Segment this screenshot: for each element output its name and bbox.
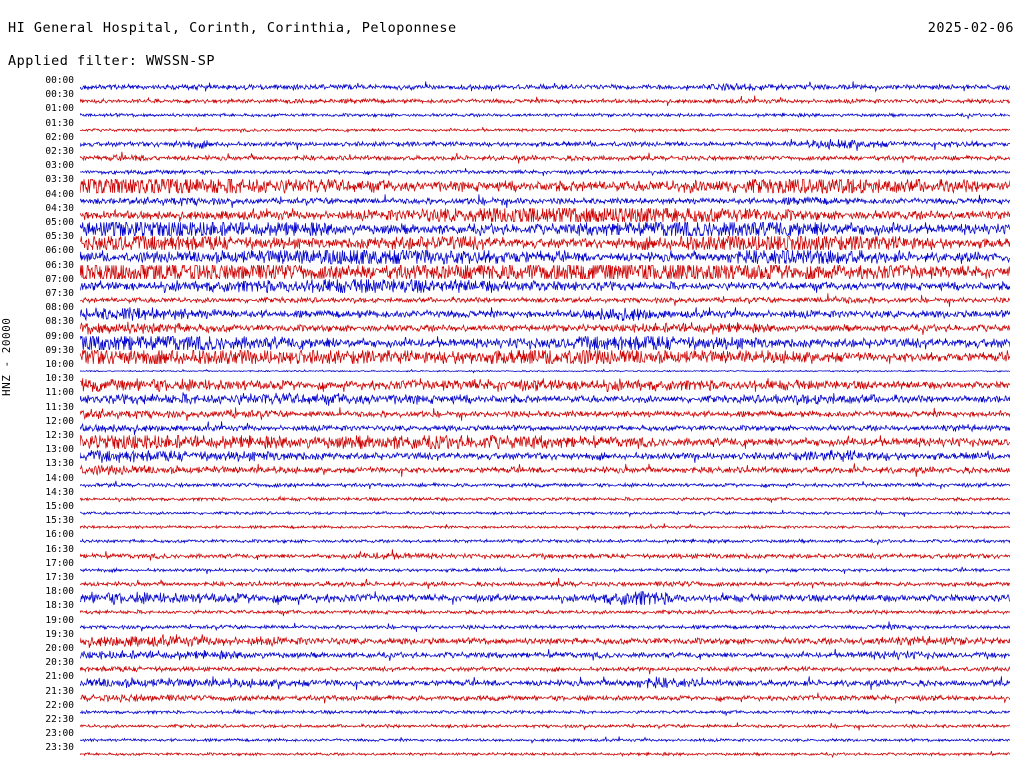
helicorder-row — [0, 288, 1024, 307]
time-tick-label: 02:30 — [45, 146, 74, 157]
trace-line — [80, 137, 1010, 151]
helicorder-row — [0, 486, 1024, 506]
time-tick-label: 02:00 — [45, 131, 74, 143]
time-tick-label: 20:00 — [45, 643, 74, 654]
trace-line — [80, 364, 1010, 378]
time-tick-label: 16:30 — [45, 543, 74, 555]
trace-line — [80, 605, 1010, 619]
helicorder-row — [0, 671, 1024, 690]
time-tick-label: 12:00 — [45, 415, 74, 427]
trace-line — [80, 236, 1010, 250]
helicorder-row — [0, 699, 1024, 719]
time-tick-label: 04:30 — [45, 202, 74, 214]
time-tick-label: 16:00 — [45, 529, 74, 541]
helicorder-row — [0, 543, 1024, 563]
time-tick-label: 22:00 — [45, 699, 74, 711]
helicorder-row — [0, 231, 1024, 250]
helicorder-row — [0, 273, 1024, 293]
helicorder-row — [0, 373, 1024, 392]
helicorder-row — [0, 742, 1024, 761]
helicorder-plot — [0, 75, 1024, 770]
helicorder-row — [0, 444, 1024, 463]
y-axis-label: HNZ - 20000 — [0, 317, 13, 396]
time-tick-label: 08:00 — [45, 302, 74, 314]
time-tick-label: 06:30 — [45, 259, 74, 271]
time-tick-label: 23:30 — [45, 742, 74, 754]
time-tick-label: 17:30 — [45, 572, 74, 583]
time-tick-label: 19:00 — [45, 614, 74, 626]
trace-line — [80, 577, 1010, 591]
helicorder-row — [0, 387, 1024, 406]
helicorder-row — [0, 75, 1024, 94]
helicorder-row — [0, 515, 1024, 534]
trace-line — [80, 165, 1010, 179]
time-tick-label: 21:30 — [45, 685, 74, 697]
time-tick-label: 00:30 — [45, 89, 74, 101]
time-tick-label: 17:00 — [45, 557, 74, 569]
time-tick-label: 03:30 — [45, 174, 74, 186]
trace-line — [80, 449, 1010, 463]
trace-line — [80, 620, 1010, 634]
trace-line — [80, 336, 1010, 350]
helicorder-row — [0, 89, 1024, 108]
trace-line — [80, 350, 1010, 364]
time-tick-label: 05:00 — [45, 217, 74, 228]
trace-line — [80, 648, 1010, 662]
trace-line — [80, 265, 1010, 279]
time-tick-label: 11:00 — [45, 387, 74, 399]
helicorder-row — [0, 643, 1024, 662]
trace-line — [80, 463, 1010, 477]
time-tick-label: 14:00 — [45, 472, 74, 484]
time-tick-label: 22:30 — [45, 714, 74, 725]
trace-line — [80, 421, 1010, 435]
helicorder-row — [0, 302, 1024, 321]
trace-line — [80, 250, 1010, 264]
helicorder-row — [0, 330, 1024, 350]
trace-line — [80, 733, 1010, 747]
helicorder-row — [0, 217, 1024, 236]
helicorder-row — [0, 103, 1024, 122]
trace-line — [80, 378, 1010, 392]
time-tick-label: 18:30 — [45, 600, 74, 612]
time-tick-label: 03:00 — [45, 160, 74, 172]
helicorder-row — [0, 245, 1024, 264]
trace-line — [80, 80, 1010, 94]
time-tick-label: 12:30 — [45, 430, 74, 441]
helicorder-row — [0, 259, 1024, 279]
trace-line — [80, 293, 1010, 307]
trace-line — [80, 549, 1010, 563]
helicorder-row — [0, 117, 1024, 137]
trace-line — [80, 407, 1010, 421]
time-tick-label: 15:00 — [45, 501, 74, 512]
helicorder-row — [0, 529, 1024, 548]
trace-line — [80, 634, 1010, 648]
time-tick-label: 01:30 — [45, 117, 74, 129]
helicorder-row — [0, 657, 1024, 676]
time-tick-label: 10:00 — [45, 359, 74, 370]
trace-line — [80, 719, 1010, 733]
time-tick-label: 20:30 — [45, 657, 74, 669]
trace-line — [80, 506, 1010, 520]
trace-line — [80, 151, 1010, 165]
trace-line — [80, 662, 1010, 676]
time-tick-label: 05:30 — [45, 231, 74, 243]
time-tick-label: 04:00 — [45, 188, 74, 200]
time-tick-label: 13:30 — [45, 458, 74, 470]
trace-line — [80, 194, 1010, 208]
time-tick-label: 15:30 — [45, 515, 74, 527]
helicorder-row — [0, 131, 1024, 151]
filter-label: Applied filter: WWSSN-SP — [8, 53, 216, 69]
time-tick-label: 01:00 — [45, 103, 74, 115]
helicorder-row — [0, 458, 1024, 477]
trace-line — [80, 591, 1010, 605]
helicorder-row — [0, 572, 1024, 591]
helicorder-row — [0, 714, 1024, 733]
trace-line — [80, 747, 1010, 761]
trace-line — [80, 520, 1010, 534]
trace-line — [80, 222, 1010, 236]
trace-line — [80, 691, 1010, 705]
time-tick-label: 10:30 — [45, 373, 74, 385]
helicorder-row — [0, 614, 1024, 634]
trace-line — [80, 108, 1010, 122]
time-tick-label: 18:00 — [45, 586, 74, 598]
time-tick-label: 23:00 — [45, 728, 74, 740]
time-tick-label: 09:00 — [45, 330, 74, 342]
page-title: HI General Hospital, Corinth, Corinthia, Peloponnese — [8, 20, 457, 36]
time-tick-label: 07:30 — [45, 288, 74, 299]
trace-line — [80, 534, 1010, 548]
helicorder-row — [0, 600, 1024, 619]
helicorder-row — [0, 146, 1024, 165]
helicorder-row — [0, 316, 1024, 335]
trace-line — [80, 208, 1010, 222]
helicorder-row — [0, 401, 1024, 421]
trace-line — [80, 492, 1010, 506]
date-label: 2025-02-06 — [927, 20, 1014, 36]
helicorder-row — [0, 160, 1024, 179]
helicorder-row — [0, 685, 1024, 705]
helicorder-row — [0, 188, 1024, 208]
helicorder-row — [0, 430, 1024, 449]
time-tick-label: 19:30 — [45, 628, 74, 640]
time-tick-label: 21:00 — [45, 671, 74, 683]
helicorder-row — [0, 359, 1024, 378]
trace-line — [80, 435, 1010, 449]
trace-line — [80, 676, 1010, 690]
time-tick-label: 09:30 — [45, 344, 74, 356]
helicorder-row — [0, 174, 1024, 193]
time-tick-label: 08:30 — [45, 316, 74, 328]
helicorder-row — [0, 344, 1024, 364]
trace-line — [80, 705, 1010, 719]
helicorder-row — [0, 557, 1024, 577]
time-tick-label: 07:00 — [45, 273, 74, 285]
trace-line — [80, 307, 1010, 321]
time-tick-label: 11:30 — [45, 401, 74, 413]
trace-line — [80, 94, 1010, 108]
helicorder-row — [0, 628, 1024, 648]
helicorder-row — [0, 202, 1024, 222]
helicorder-row — [0, 472, 1024, 492]
trace-line — [80, 123, 1010, 137]
helicorder-row — [0, 728, 1024, 747]
helicorder-row — [0, 501, 1024, 520]
trace-line — [80, 321, 1010, 335]
trace-line — [80, 478, 1010, 492]
trace-line — [80, 563, 1010, 577]
time-tick-label: 13:00 — [45, 444, 74, 456]
time-tick-label: 06:00 — [45, 245, 74, 257]
trace-line — [80, 279, 1010, 293]
helicorder-row — [0, 415, 1024, 435]
trace-line — [80, 179, 1010, 193]
time-tick-label: 14:30 — [45, 486, 74, 498]
time-tick-label: 00:00 — [45, 75, 74, 86]
helicorder-row — [0, 586, 1024, 605]
trace-line — [80, 392, 1010, 406]
